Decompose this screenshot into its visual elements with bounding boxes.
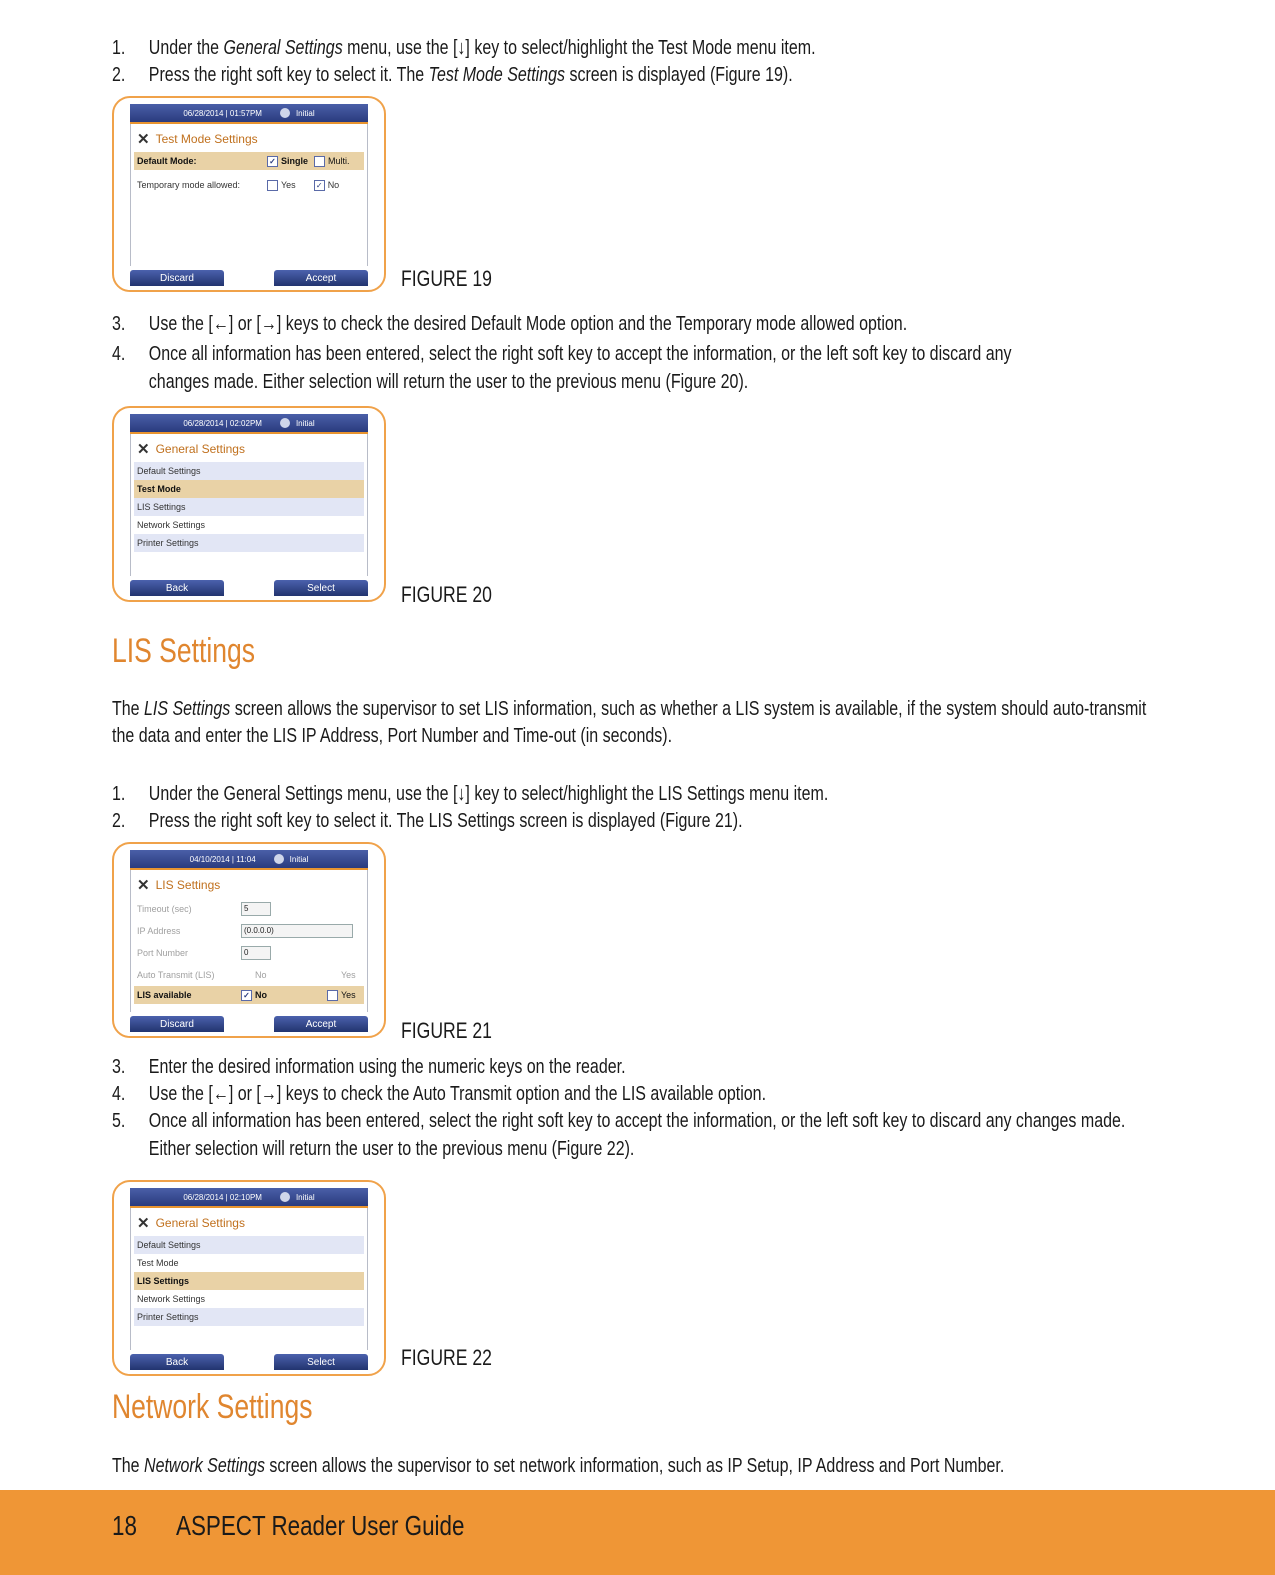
screen-title: Test Mode Settings	[155, 132, 258, 146]
step-4: 4. Once all information has been entered, select the right soft key to accept the information, or the left soft key to discard any changes made. Either selection will return the user to the previous menu (Figure 20).	[112, 343, 1012, 393]
lis-step-5: 5. Once all information has been entered, select the right soft key to accept the information, or the left soft key to discard any changes made. Either selection will return the user to the previous menu (Figure 22).	[112, 1110, 1126, 1160]
timeout-input[interactable]: 5	[241, 902, 271, 916]
back-button[interactable]: Back	[130, 580, 224, 596]
screen-title: LIS Settings	[155, 878, 221, 892]
select-button[interactable]: Select	[274, 580, 368, 596]
step-2: 2. Press the right soft key to select it. The Test Mode Settings screen is displayed (Figure 19).	[112, 64, 793, 86]
wrench-icon: ✕	[137, 131, 150, 148]
user-icon	[280, 418, 290, 428]
screen-title: General Settings	[155, 1216, 245, 1230]
menu-item[interactable]: Network Settings	[137, 1294, 206, 1304]
wrench-icon: ✕	[137, 877, 150, 894]
menu-item[interactable]: Network Settings	[137, 520, 206, 530]
menu-item[interactable]: Default Settings	[134, 1236, 364, 1254]
step-1: 1. Under the General Settings menu, use the [↓] key to select/highlight the Test Mode menu item.	[112, 37, 816, 59]
accept-button[interactable]: Accept	[274, 270, 368, 286]
section-heading: LIS Settings	[112, 632, 256, 670]
select-button[interactable]: Select	[274, 1354, 368, 1370]
single-checkbox[interactable]: ✓	[267, 156, 278, 167]
screen-header: 04/10/2014 | 11:04 Initial	[130, 850, 368, 870]
discard-button[interactable]: Discard	[130, 1016, 224, 1032]
port-row: Port Number 0	[134, 942, 364, 964]
yes-checkbox[interactable]	[327, 990, 338, 1001]
accept-button[interactable]: Accept	[274, 1016, 368, 1032]
menu-item[interactable]: Printer Settings	[134, 534, 364, 552]
lis-available-row[interactable]: LIS available ✓ No Yes	[134, 986, 364, 1004]
wrench-icon: ✕	[137, 441, 150, 458]
screen-header: 06/28/2014 | 01:57PM Initial	[130, 104, 368, 124]
figure-caption: FIGURE 22	[401, 1345, 492, 1370]
auto-transmit-row[interactable]: Auto Transmit (LIS) No Yes	[137, 970, 356, 980]
screen-title: General Settings	[155, 442, 245, 456]
figure-caption: FIGURE 20	[401, 582, 492, 607]
multi-checkbox[interactable]	[314, 156, 325, 167]
discard-button[interactable]: Discard	[130, 270, 224, 286]
menu-item[interactable]: Test Mode	[134, 480, 364, 498]
menu-item[interactable]: Test Mode	[137, 1258, 179, 1268]
page-number: 18	[112, 1510, 137, 1541]
no-checkbox[interactable]: ✓	[241, 990, 252, 1001]
lis-description: The LIS Settings screen allows the supervisor to set LIS information, such as whether a LIS system is available, if the system should auto-transmit the data and enter the LIS IP Address, Port Number and Time-out (in seconds).	[112, 698, 1147, 747]
section-heading: Network Settings	[112, 1388, 313, 1426]
page-footer	[0, 1490, 1275, 1575]
screen-header: 06/28/2014 | 02:10PM Initial	[130, 1188, 368, 1208]
lis-step-4: 4. Use the [←] or [→] keys to check the Auto Transmit option and the LIS available option.	[112, 1083, 767, 1105]
lis-step-1: 1. Under the General Settings menu, use the [↓] key to select/highlight the LIS Settings menu item.	[112, 783, 829, 805]
menu-item[interactable]: LIS Settings	[134, 498, 364, 516]
no-checkbox[interactable]: ✓	[314, 180, 325, 191]
figure-20-screen	[112, 406, 386, 602]
screen-header: 06/28/2014 | 02:02PM Initial	[130, 414, 368, 434]
figure-22-screen	[112, 1180, 386, 1376]
temporary-mode-row[interactable]: Temporary mode allowed: Yes ✓ No	[137, 180, 340, 190]
user-icon	[274, 854, 284, 864]
timeout-row: Timeout (sec) 5	[134, 898, 364, 920]
user-icon	[280, 108, 290, 118]
menu-item[interactable]: Default Settings	[134, 462, 364, 480]
default-mode-row[interactable]: Default Mode: ✓ Single Multi.	[134, 152, 364, 170]
menu-item[interactable]: Printer Settings	[134, 1308, 364, 1326]
user-icon	[280, 1192, 290, 1202]
lis-step-2: 2. Press the right soft key to select it. The LIS Settings screen is displayed (Figure 21).	[112, 810, 743, 832]
figure-caption: FIGURE 19	[401, 266, 492, 291]
document-title: ASPECT Reader User Guide	[176, 1510, 465, 1541]
figure-19-screen	[112, 96, 386, 292]
ip-row: IP Address (0.0.0.0)	[134, 920, 364, 942]
network-description: The Network Settings screen allows the supervisor to set network information, such as IP Setup, IP Address and Port Number.	[112, 1455, 1005, 1477]
figure-21-screen	[112, 842, 386, 1038]
wrench-icon: ✕	[137, 1215, 150, 1232]
port-number-input[interactable]: 0	[241, 946, 271, 960]
menu-item[interactable]: LIS Settings	[134, 1272, 364, 1290]
lis-step-3: 3. Enter the desired information using the numeric keys on the reader.	[112, 1056, 626, 1078]
ip-address-input[interactable]: (0.0.0.0)	[241, 924, 353, 938]
figure-caption: FIGURE 21	[401, 1018, 492, 1043]
back-button[interactable]: Back	[130, 1354, 224, 1370]
yes-checkbox[interactable]	[267, 180, 278, 191]
step-3: 3. Use the [←] or [→] keys to check the desired Default Mode option and the Temporary mode allowed option.	[112, 313, 908, 335]
